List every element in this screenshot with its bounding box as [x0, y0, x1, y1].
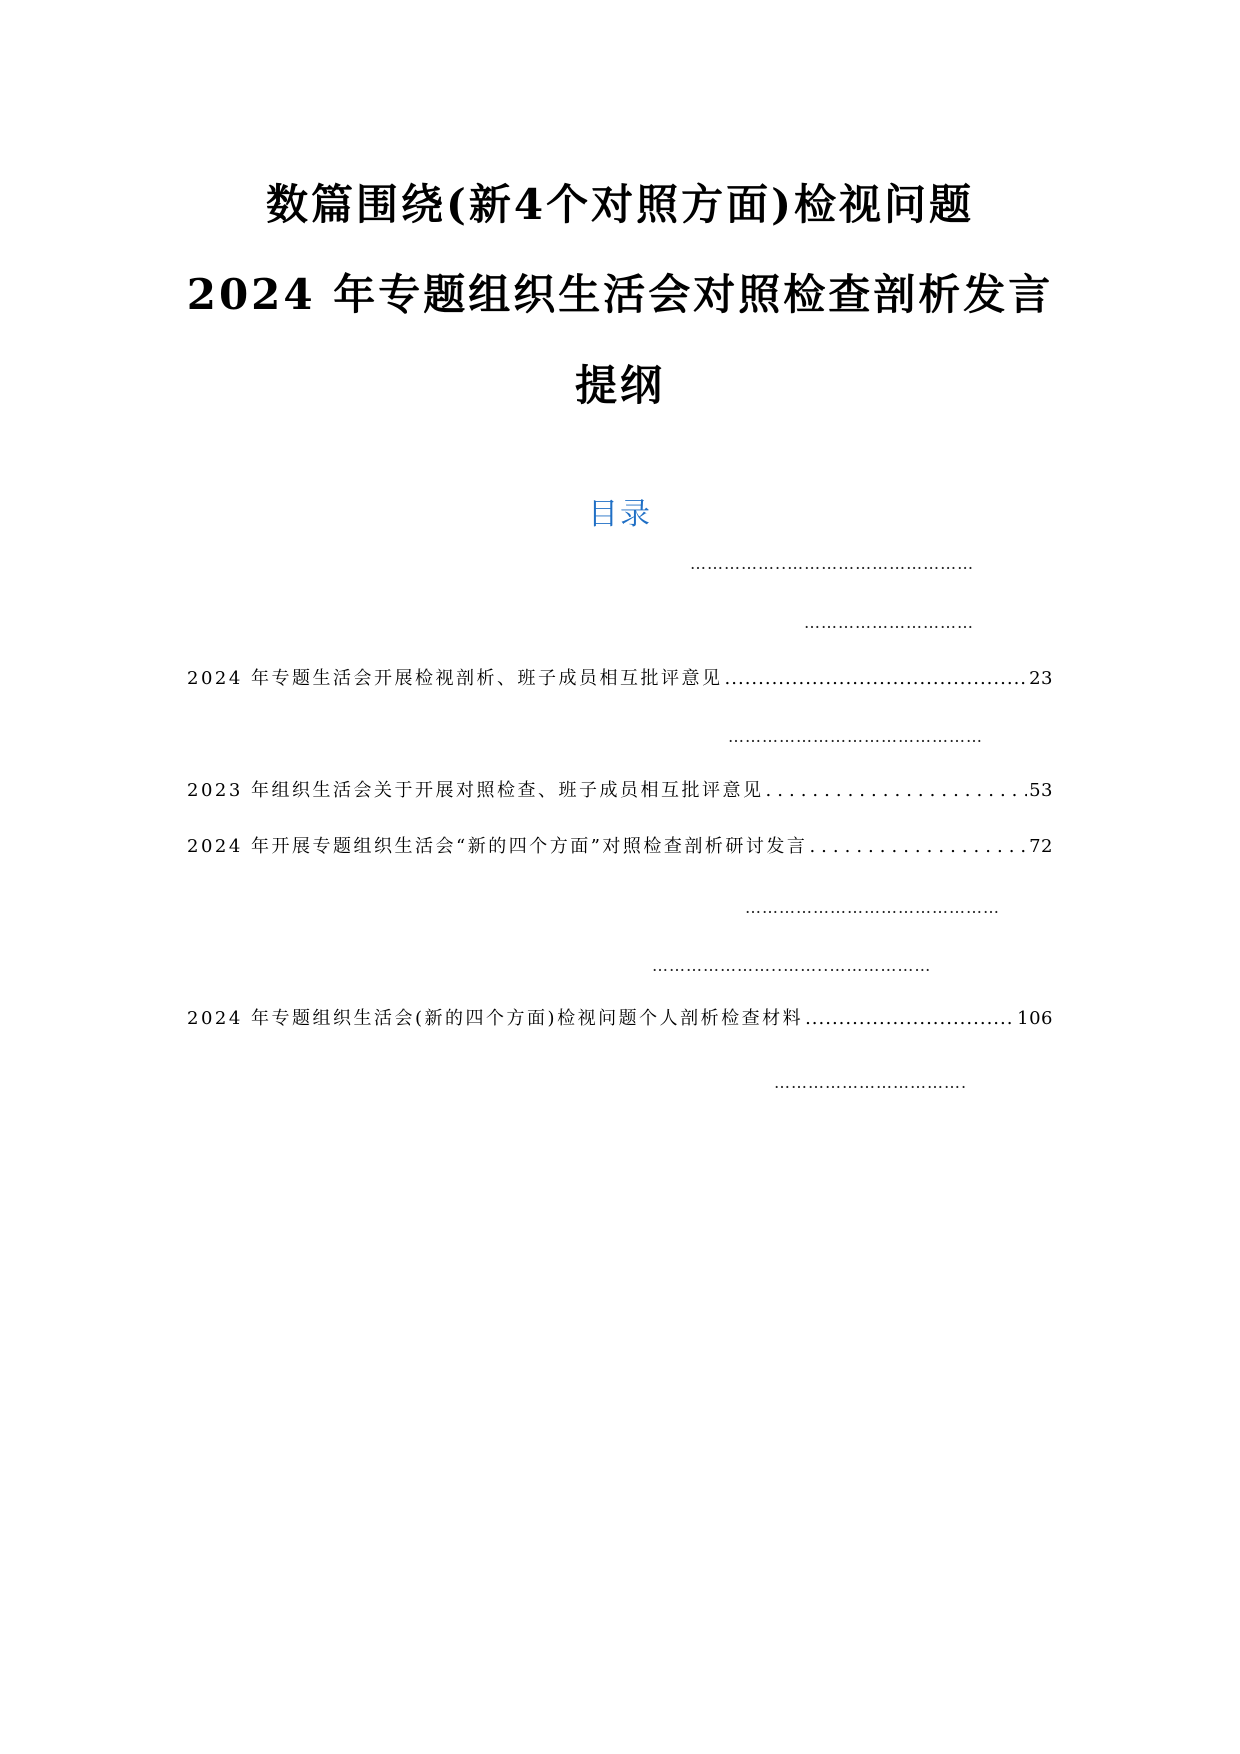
toc-entry[interactable]: [187, 1006, 1053, 1032]
toc-entry-title: 2024 年专题生活会开展检视剖析、班子成员相互批评意见: [187, 668, 723, 689]
toc-dotted-line: ………………………………………: [728, 727, 983, 746]
toc-dotted-line: …………………..……..………………: [652, 956, 932, 975]
toc-entry-title: 2023 年组织生活会关于开展对照检查、班子成员相互批评意见: [187, 780, 764, 801]
document-title-line-2: 2024 年专题组织生活会对照检查剖析发言: [186, 270, 1054, 319]
toc-entry-page-number: 106: [1017, 1008, 1053, 1029]
toc-entry-title: 2024 年专题组织生活会(新的四个方面)检视问题个人剖析检查材料: [187, 1008, 804, 1029]
toc-entry[interactable]: [187, 834, 1053, 860]
toc-entry-title: 2024 年开展专题组织生活会“新的四个方面”对照检查剖析研讨发言: [187, 836, 808, 857]
toc-entry-leader: [809, 834, 1027, 860]
toc-entry-leader: [766, 778, 1028, 804]
toc-entry-page-number: 72: [1029, 836, 1053, 857]
toc-entry-leader: [725, 666, 1028, 692]
toc-entry[interactable]: [187, 666, 1053, 692]
document-title-line-1: 数篇围绕(新4个对照方面)检视问题: [266, 180, 974, 229]
toc-dotted-line: …………………………: [804, 613, 974, 632]
toc-dotted-line: ……………..……………………………: [690, 554, 975, 573]
toc-heading: 目录: [588, 497, 652, 532]
toc-entry-leader: [805, 1006, 1015, 1032]
document-title-line-3: 提纲: [574, 361, 665, 410]
toc-entry-page-number: 23: [1029, 668, 1053, 689]
toc-dotted-line: ………………………………………: [745, 898, 1000, 917]
toc-entry[interactable]: [187, 778, 1053, 804]
toc-dotted-line: …………………………….: [774, 1073, 968, 1092]
toc-entry-page-number: 53: [1029, 780, 1053, 801]
